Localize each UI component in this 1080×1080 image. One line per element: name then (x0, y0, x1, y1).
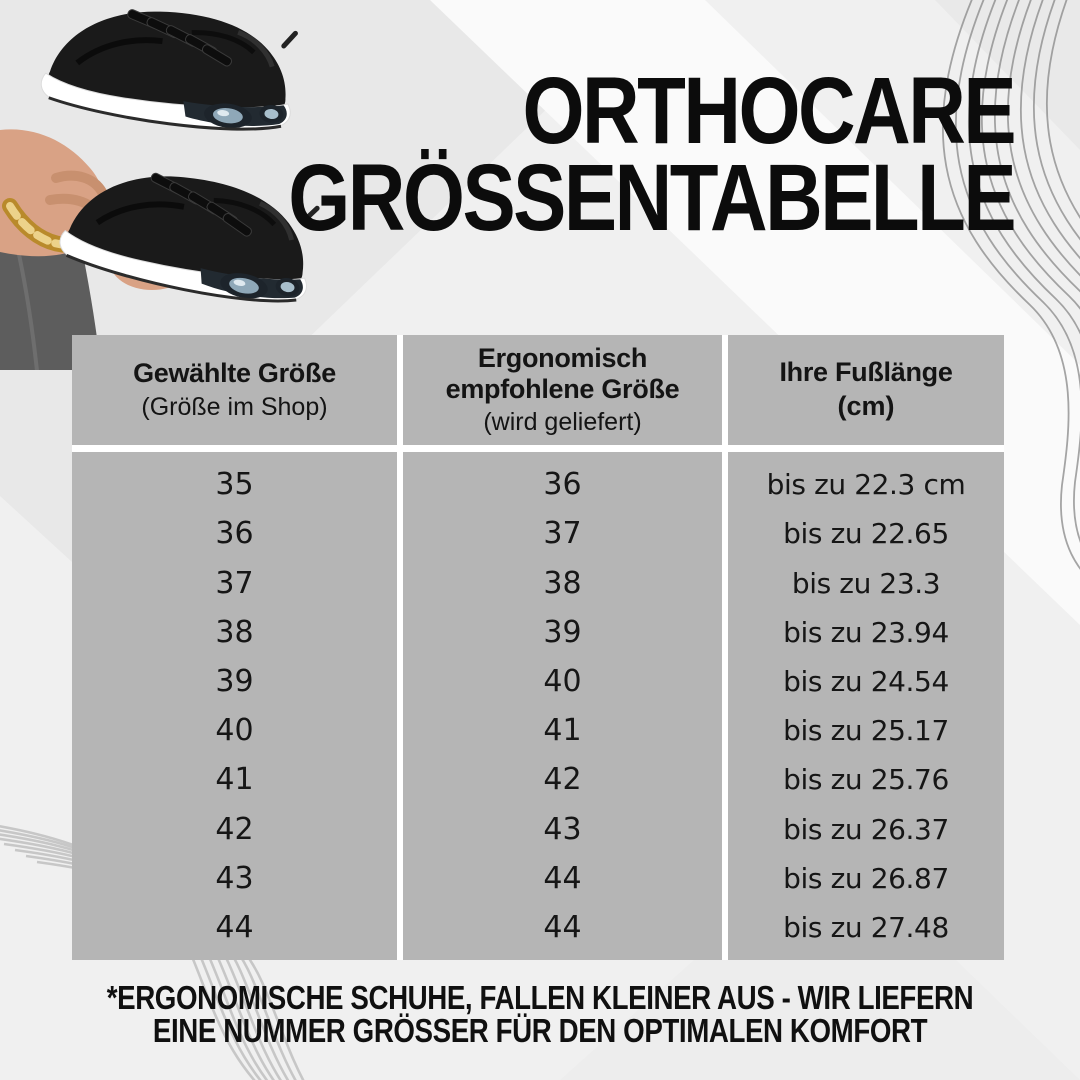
table-cell: 37 (215, 565, 254, 601)
table-cell: 36 (543, 467, 582, 503)
column-selected-size (72, 452, 397, 960)
header-recommended-size (403, 335, 722, 445)
column-foot-length (728, 452, 1004, 960)
footnote-line-1: *ERGONOMISCHE SCHUHE, FALLEN KLEINER AUS - WIR LIEFERN (106, 979, 974, 1016)
table-cell: bis zu 22.3 cm (766, 468, 966, 502)
table-cell: bis zu 22.65 (783, 517, 949, 551)
column-recommended-size (403, 452, 722, 960)
footnote-line-2: EINE NUMMER GRÖSSER FÜR DEN OPTIMALEN KOMFORT (152, 1012, 928, 1049)
header-sub: (wird geliefert) (483, 407, 642, 436)
table-cell: 37 (543, 516, 582, 552)
sneaker-top (38, 0, 301, 139)
table-cell: 40 (543, 663, 582, 699)
table-cell: 44 (543, 860, 582, 896)
size-table (72, 335, 1004, 960)
header-main: Ihre Fußlänge (779, 357, 953, 388)
table-cell: bis zu 26.37 (783, 812, 949, 846)
table-cell: bis zu 24.54 (783, 664, 949, 698)
table-cell: 35 (215, 467, 254, 503)
table-cell: 43 (543, 811, 582, 847)
title-brand: ORTHOCARE (522, 58, 1014, 164)
header-main: Gewählte Größe (133, 358, 336, 389)
table-cell: 42 (215, 811, 254, 847)
table-cell: 39 (543, 614, 582, 650)
table-cell: 43 (215, 860, 254, 896)
table-cell: 44 (215, 909, 254, 945)
header-foot-length (728, 335, 1004, 445)
table-cell: 36 (215, 516, 254, 552)
table-cell: 39 (215, 663, 254, 699)
table-cell: bis zu 23.3 (791, 566, 941, 600)
table-cell: bis zu 26.87 (783, 861, 949, 895)
table-cell: 44 (543, 909, 582, 945)
page-title (288, 58, 1014, 252)
table-cell: 41 (543, 713, 582, 749)
table-cell: bis zu 25.76 (783, 763, 949, 797)
table-cell: bis zu 27.48 (783, 910, 949, 944)
table-cell: bis zu 25.17 (783, 714, 949, 748)
header-selected-size (72, 335, 397, 445)
table-cell: 38 (543, 565, 582, 601)
header-main: Ergonomisch empfohlene Größe (445, 343, 680, 404)
table-cell: 42 (543, 762, 582, 798)
header-sub: (cm) (837, 391, 895, 422)
table-cell: bis zu 23.94 (783, 615, 949, 649)
footnote (86, 981, 993, 1047)
table-cell: 41 (215, 762, 254, 798)
table-cell: 40 (215, 713, 254, 749)
header-sub: (Größe im Shop) (141, 392, 328, 421)
table-cell: 38 (215, 614, 254, 650)
title-table-word: GRÖSSENTABELLE (288, 145, 1014, 252)
